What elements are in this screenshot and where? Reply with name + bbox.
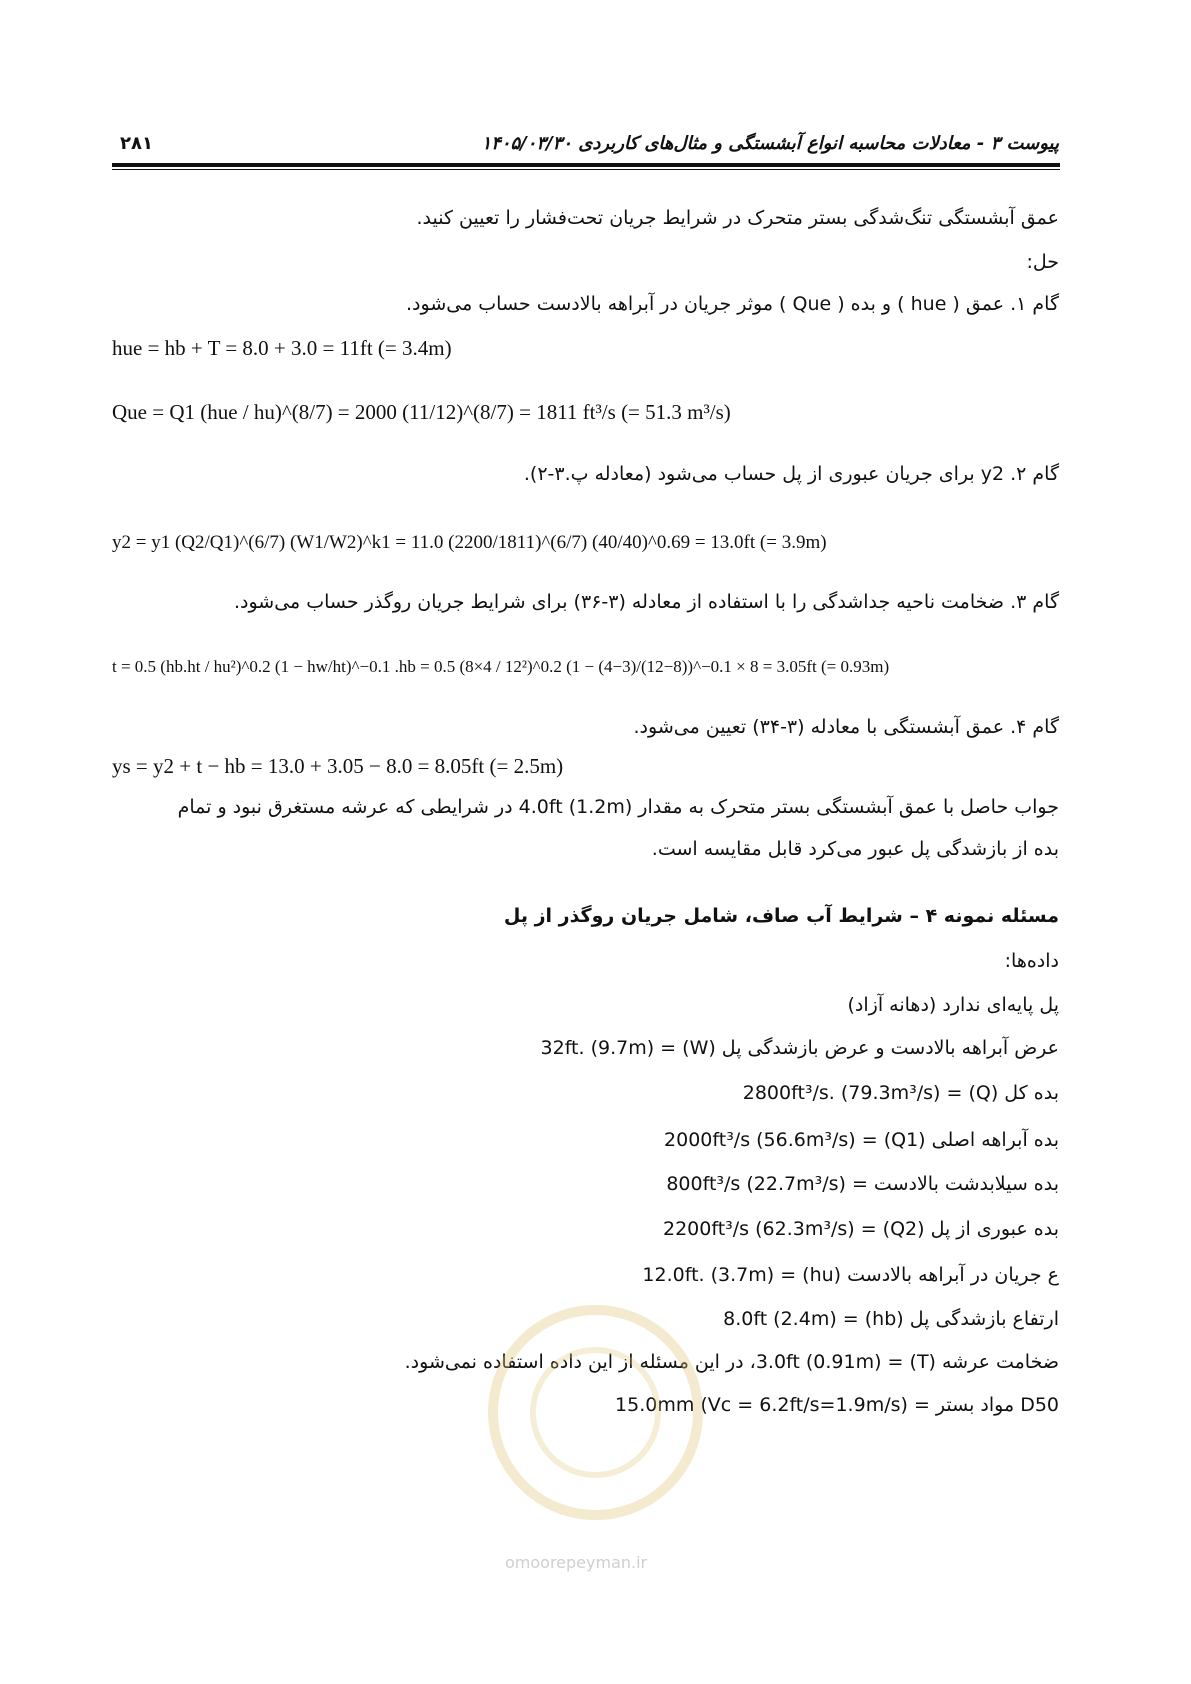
step-1-text: گام ۱. عمق ( hue ) و بده ( Que ) موثر جریان در آبراهه بالادست حساب می‌شود. — [406, 293, 1059, 315]
watermark-seal-inner — [530, 1347, 661, 1478]
given-data-label: داده‌ها: — [1004, 950, 1059, 972]
given-item: D50 مواد بستر = 15.0mm (Vc = 6.2ft/s=1.9m/s) — [615, 1394, 1059, 1416]
solution-label: حل: — [1026, 251, 1059, 273]
step-3-text: گام ۳. ضخامت ناحیه جداشدگی را با استفاده از معادله (۳-۳۶) برای شرایط جریان روگذر حساب می‌شود. — [233, 591, 1059, 613]
given-item: ع جریان در آبراهه بالادست (hu) = 12.0ft. (3.7m) — [642, 1264, 1059, 1286]
header-rule-thin — [112, 169, 1060, 170]
given-item: عرض آبراهه بالادست و عرض بازشدگی پل (W) = 32ft. (9.7m) — [540, 1037, 1059, 1059]
running-header-title: پیوست ۳ - معادلات محاسبه انواع آبشستگی و مثال‌های کاربردی ۱۴۰۵/۰۳/۳۰ — [481, 133, 1059, 154]
problem-statement-line: عمق آبشستگی تنگ‌شدگی بستر متحرک در شرایط جریان تحت‌فشار را تعیین کنید. — [416, 207, 1059, 229]
step-4-text: گام ۴. عمق آبشستگی با معادله (۳-۳۴) تعیین می‌شود. — [633, 716, 1059, 738]
equation-que: Que = Q1 (hue / hu)^(8/7) = 2000 (11/12)^(8/7) = 1811 ft³/s (= 51.3 m³/s) — [112, 400, 731, 424]
answer-text-line-1: جواب حاصل با عمق آبشستگی بستر متحرک به مقدار 4.0ft (1.2m) در شرایطی که عرشه مستغرق نبود و تمام — [177, 796, 1059, 818]
equation-t: t = 0.5 (hb.ht / hu²)^0.2 (1 − hw/ht)^−0.1 .hb = 0.5 (8×4 / 12²)^0.2 (1 − (4−3)/(12−8))^−0.1 × 8 = 3.05ft (= 0.93m) — [112, 657, 890, 676]
given-item: بده آبراهه اصلی (Q1) = 2000ft³/s (56.6m³/s) — [664, 1129, 1059, 1151]
header-rule-thick — [112, 163, 1060, 167]
given-item: بده کل (Q) = 2800ft³/s. (79.3m³/s) — [742, 1082, 1059, 1104]
equation-y2: y2 = y1 (Q2/Q1)^(6/7) (W1/W2)^k1 = 11.0 (2200/1811)^(6/7) (40/40)^0.69 = 13.0ft (= 3.9m) — [112, 532, 827, 553]
given-item: پل پایه‌ای ندارد (دهانه آزاد) — [847, 994, 1059, 1016]
given-item: ضخامت عرشه (T) = 3.0ft (0.91m)، در این مسئله از این داده استفاده نمی‌شود. — [404, 1351, 1059, 1373]
equation-hue: hue = hb + T = 8.0 + 3.0 = 11ft (= 3.4m) — [112, 336, 452, 360]
step-2-text: گام ۲. y2 برای جریان عبوری از پل حساب می‌شود (معادله پ.۳-۲). — [523, 463, 1059, 485]
answer-text-line-2: بده از بازشدگی پل عبور می‌کرد قابل مقایسه است. — [651, 838, 1059, 860]
watermark-site-text: omoorepeyman.ir — [505, 1553, 648, 1572]
equation-ys: ys = y2 + t − hb = 13.0 + 3.05 − 8.0 = 8.05ft (= 2.5m) — [112, 754, 564, 778]
problem-4-heading: مسئله نمونه ۴ – شرایط آب صاف، شامل جریان روگذر از پل — [503, 905, 1059, 927]
given-item: بده عبوری از پل (Q2) = 2200ft³/s (62.3m³/s) — [663, 1218, 1059, 1240]
given-item: ارتفاع بازشدگی پل (hb) = 8.0ft (2.4m) — [723, 1308, 1059, 1330]
page-number: ۲۸۱ — [120, 133, 153, 154]
given-item: بده سیلابدشت بالادست = 800ft³/s (22.7m³/s) — [666, 1173, 1059, 1195]
